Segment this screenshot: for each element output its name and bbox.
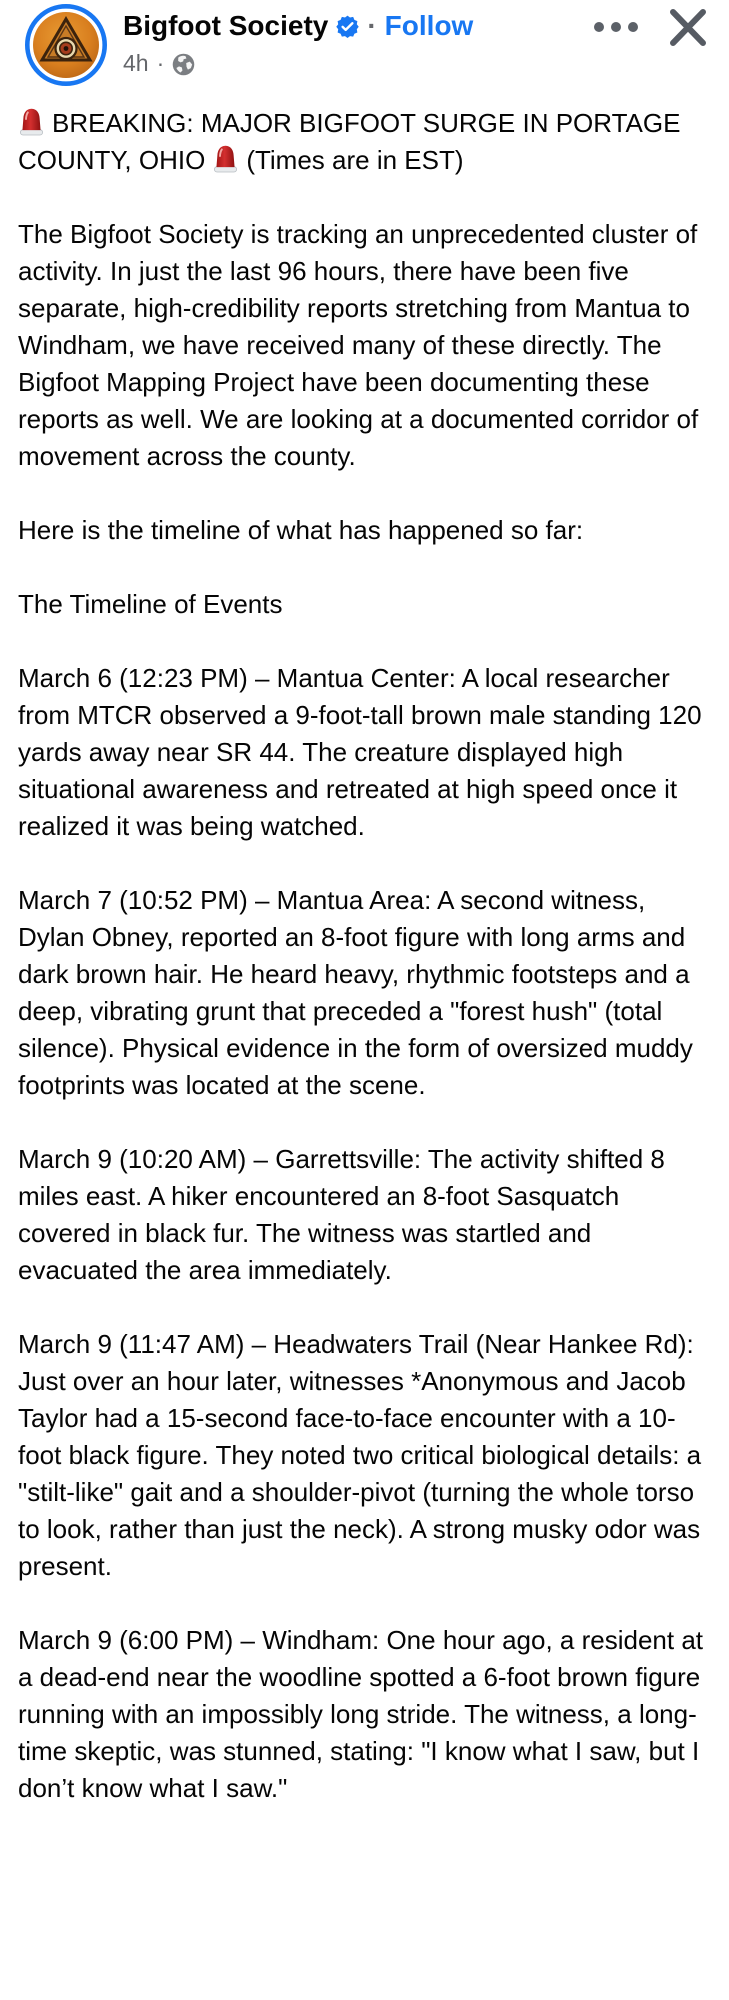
post-paragraph: The Timeline of Events <box>18 589 283 619</box>
close-button[interactable] <box>666 9 710 46</box>
post-paragraph: March 9 (10:20 AM) – Garrettsville: The activity shifted 8 miles east. A hiker encountered an 8-foot Sasquatch covered in black fur. The witness was startled and evacuated the area immediately. <box>18 1144 665 1285</box>
siren-icon <box>18 107 45 136</box>
verified-badge-icon <box>336 15 359 38</box>
dot-icon <box>594 22 604 32</box>
headline-text-2: (Times are in EST) <box>246 145 464 175</box>
post-paragraph: March 7 (10:52 PM) – Mantua Area: A second witness, Dylan Obney, reported an 8-foot figure with long arms and dark brown hair. He heard heavy, rhythmic footsteps and a deep, vibrating grunt that preceded a "forest hush" (total silence). Physical evidence in the form of oversized muddy footprints was located at the scene. <box>18 885 693 1100</box>
follow-button[interactable]: Follow <box>384 10 474 41</box>
timestamp-link[interactable]: 4h <box>123 50 149 76</box>
siren-icon <box>212 144 239 173</box>
post-header <box>0 0 729 92</box>
timestamp-separator: · <box>156 50 165 76</box>
post-paragraph: March 6 (12:23 PM) – Mantua Center: A local researcher from MTCR observed a 9-foot-tall brown male standing 120 yards away near SR 44. The creature displayed high situational awareness and retreated at high speed once it realized it was being watched. <box>18 663 702 841</box>
headline-text-1: BREAKING: MAJOR BIGFOOT SURGE IN PORTAGE COUNTY, OHIO <box>18 108 681 175</box>
avatar-eye-pyramid-icon <box>25 4 107 86</box>
header-actions <box>592 6 710 48</box>
public-globe-icon <box>172 53 195 76</box>
page-avatar[interactable] <box>25 4 107 86</box>
post-paragraph: March 9 (11:47 AM) – Headwaters Trail (Near Hankee Rd): Just over an hour later, witnesses *Anonymous and Jacob Taylor had a 15-second face-to-face encounter with a 10-foot black figure. They noted two critical biological details: a "stilt-like" gait and a shoulder-pivot (turning the whole torso to look, rather than just the neck). A strong musky odor was present. <box>18 1329 702 1581</box>
dot-icon <box>628 22 638 32</box>
post-headline <box>18 105 710 179</box>
post-paragraph: The Bigfoot Society is tracking an unprecedented cluster of activity. In just the last 96 hours, there have been five separate, high-credibility reports stretching from Mantua to Windham, we have received many of these directly. The Bigfoot Mapping Project have been documenting these reports as well. We are looking at a documented corridor of movement across the county. <box>18 219 699 471</box>
meta-row <box>123 50 473 76</box>
page-name-link[interactable]: Bigfoot Society <box>123 10 329 41</box>
dot-icon <box>611 22 621 32</box>
post-body <box>0 92 729 1807</box>
post-paragraph: Here is the timeline of what has happened so far: <box>18 515 584 545</box>
more-options-button[interactable] <box>592 12 640 42</box>
close-x-icon <box>666 9 710 46</box>
name-follow-separator: · <box>367 10 377 41</box>
post-paragraph: March 9 (6:00 PM) – Windham: One hour ago, a resident at a dead-end near the woodline spotted a 6-foot brown figure running with an impossibly long stride. The witness, a long-time skeptic, was stunned, stating: "I know what I saw, but I don’t know what I saw." <box>18 1625 704 1803</box>
name-row <box>123 10 473 42</box>
header-text <box>123 10 473 76</box>
